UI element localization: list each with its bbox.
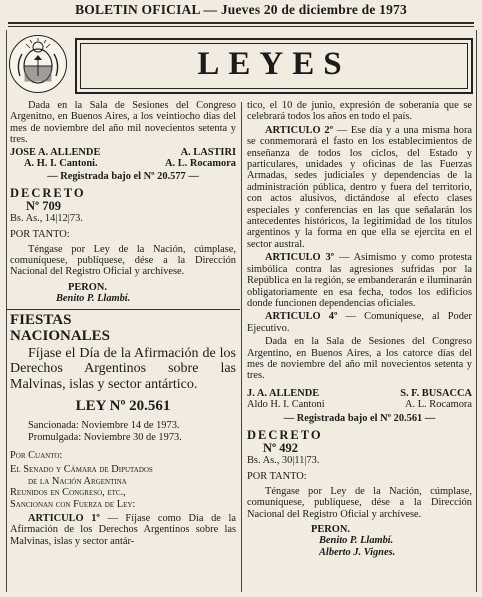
signature: S. F. BUSACCA [400, 387, 472, 399]
signature: Benito P. Llambí. [319, 535, 394, 547]
signature: A. LASTIRI [180, 146, 236, 158]
por-cuanto: Por Cuanto: [10, 450, 63, 461]
por-tanto: POR TANTO: [247, 471, 307, 483]
por-tanto: POR TANTO: [10, 229, 70, 241]
section-rule [6, 309, 240, 310]
decree-number: Nº 709 [26, 198, 62, 213]
page-header: BOLETIN OFICIAL — Jueves 20 de diciembre de 1973 [75, 2, 407, 17]
preamble-line: Sancionan con Fuerza de Ley: [10, 498, 136, 510]
decree-number: Nº 492 [263, 440, 299, 455]
preamble-line: de la Nación Argentina [28, 475, 127, 487]
decree-date: Bs. As., 30|11|73. [247, 454, 320, 466]
promulgada-date: Promulgada: Noviembre 30 de 1973. [28, 431, 182, 443]
signature: Aldo H. I. Cantoni [247, 399, 325, 411]
article-label: ARTICULO 4º [265, 311, 338, 323]
preamble-line: El Senado y Cámara de Diputados [10, 464, 153, 476]
article-paragraph [10, 513, 236, 547]
header-rule-thin [8, 26, 474, 27]
article-text: — Ese día y a una misma hora se conmemorará el fasto en los establecimientos de enseñanza de todos los ciclos, del Estado y particulares, unidades y oficinas de las Fuerzas Armadas, sedes judiciales y dependencias de la administración pública, dentro y fuera del territorio, con actos alusivos, dictándose al efecto clases especiales y conferencias en las que señalarán los antecedentes históricos, la legitimidad de los títulos argentinos y la forma en que ella se ejercita en el sector austral. [247, 124, 473, 250]
column-divider [241, 102, 242, 592]
article-label: ARTICULO 2º [265, 124, 334, 136]
fiestas-heading: FIESTAS [10, 311, 72, 328]
section-title: LEYES [197, 46, 351, 82]
article-label: ARTICULO 1º [28, 513, 100, 525]
article-label: ARTICULO 3º [265, 252, 335, 264]
sancionada-date: Sancionada: Noviembre 14 de 1973. [28, 420, 180, 432]
left-border [6, 30, 7, 592]
article-paragraph [247, 311, 472, 334]
preamble-line: Reunidos en Congreso, etc., [10, 487, 126, 499]
signature: PERON. [311, 524, 350, 535]
article-text: — Fíjase como Día de la Afirmación de los Derechos Argentinos sobre las Malvinas, islas y sector antár- [10, 513, 237, 547]
tengase-paragraph: Téngase por Ley de la Nación, cúmplase, comuníquese, publíquese, dése a la Dirección Nacional del Registro Oficial y archívese. [247, 485, 472, 520]
argentina-coat-of-arms-icon [9, 35, 67, 93]
decree-date: Bs. As., 14|12|73. [10, 212, 83, 224]
right-border [476, 30, 477, 592]
article-text: — Comuníquese, al Poder Ejecutivo. [247, 311, 472, 334]
signature-row-2 [10, 158, 236, 169]
signature: JOSE A. ALLENDE [10, 146, 101, 158]
right-column [247, 100, 472, 558]
signature: A. H. I. Cantoni. [24, 158, 98, 170]
signature: J. A. ALLENDE [247, 387, 320, 399]
article-paragraph [247, 125, 472, 250]
tengase-paragraph: Téngase por Ley de la Nación, cúmplase, comuníquese, publíquese, dése a la Dirección Nacional del Registro Oficial y archívese. [10, 243, 236, 278]
left-column [10, 100, 236, 547]
signature-row-1 [10, 147, 236, 158]
decree-heading: DECRETO [247, 427, 323, 442]
closing-paragraph: Dada en la Sala de Sesiones del Congreso Argentino, en Buenos Aires, a los catorce días del mes de noviembre del año mil novecientos setenta y tres. [247, 336, 472, 382]
signature: Benito P. Llambí. [56, 293, 131, 305]
registration-line: — Registrada bajo el Nº 20.577 — [47, 171, 199, 183]
decree-heading: DECRETO [10, 185, 86, 200]
article-paragraph [247, 252, 472, 309]
fiestas-heading: NACIONALES [10, 328, 111, 345]
signature: PERON. [68, 281, 107, 293]
law-summary: Fíjase el Día de la Afirmación de los Derechos Argentinos sobre las Malvinas, islas y sector antártico. [10, 345, 236, 392]
signature-row-2 [247, 399, 472, 410]
law-number: LEY Nº 20.561 [75, 398, 171, 415]
signature: A. L. Rocamora [405, 399, 472, 411]
leyes-banner [75, 38, 473, 94]
signature: A. L. Rocamora [165, 158, 236, 170]
article-continuation: tico, el 10 de junio, expresión de soberanía que se celebrará todos los años en todo el país. [247, 100, 472, 123]
header-rule [8, 22, 474, 24]
article-text: — Asimismo y como protesta simbólica contra las agresiones sufridas por la República en la región, se embanderarán e iluminarán obligatoriamente en esa fecha, todos los edificios donde funcionen dependencias oficiales. [247, 252, 473, 309]
signature: Alberto J. Vignes. [319, 546, 396, 558]
signature-row-1 [247, 388, 472, 399]
closing-paragraph: Dada en la Sala de Sesiones del Congreso Argenitno, en Buenos Aires, a los veintiocho días del mes de noviembre del año mil novecientos setenta y tres. [10, 100, 236, 146]
registration-line: — Registrada bajo el Nº 20.561 — [283, 412, 436, 424]
